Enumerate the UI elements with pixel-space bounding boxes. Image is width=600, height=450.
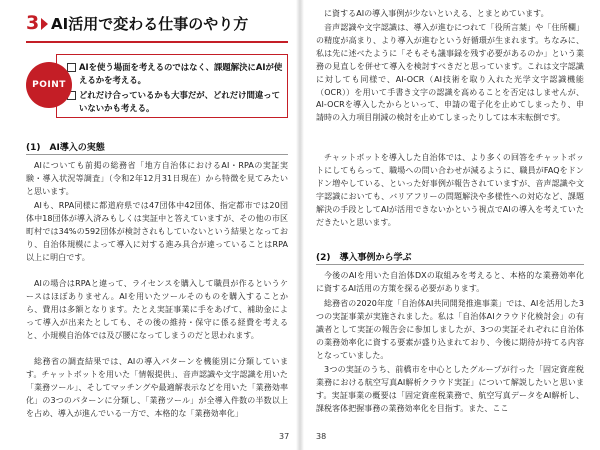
point-box <box>56 54 288 118</box>
page-number: 37 <box>279 432 290 441</box>
paragraph: AIも、RPA同様に都道府県では47団体中42団体、指定都市では20団体中18団体が導入済みもしくは実証中と答えていますが、その他の市区町村では34%の592団体が検討されもしていないという結果となっており、自治体規模によって導入に対する進み具合が違っていることはRPA以上に明白です。 <box>26 201 288 262</box>
chapter-rule <box>26 41 288 43</box>
chapter-number: 3 <box>26 12 40 34</box>
paragraph: AIの場合はRPAと違って、ライセンスを購入して職員が作るというケースはほぼありません。AIを用いたツールそのものを購入することから、費用は多額となります。たとえ実証事業に手をあげて、補助金によって導入が出来たとしても、その後の維持・保守に係る経費を考えると、小規模自治体では及び腰になってしまうのだと思われます。 <box>26 279 288 340</box>
point-callout <box>26 54 288 118</box>
paragraph: に資するAIの導入事例が少ないといえる、とまとめています。 <box>324 9 549 18</box>
left-page <box>0 0 298 450</box>
section-divider <box>316 264 584 265</box>
point-item-text: どれだけ合っているかも大事だが、どれだけ間違っていないかも考える。 <box>79 90 280 113</box>
paragraph: 音声認識や文字認識は、導入が進むにつれて「役所言葉」や「住所欄」の精度が高まり、より導入が進むという好循環が生まれます。ちなみに、私は先に述べたように「そもそも議事録を残す必要があるのか」という業務の見直しを併せて導入を検討すべきだと思っています。これは文字認識に対しても同様で、AI-OCR（AI技術を取り入れた光学文字認識機能（OCR））を用いて手書き文字の認識を高めることを否定はしませんが、AI-OCRを導入したからといって、申請の電子化を止めてしまったり、申請時の入力項目削減の検討を止めてしまったりしては本末転倒です。 <box>316 23 584 123</box>
point-item-text: AIを使う場面を考えるのではなく、課題解決にAIが使えるかを考える。 <box>79 62 283 85</box>
point-item <box>79 61 284 87</box>
right-page <box>302 0 600 450</box>
paragraph: AIについても前掲の総務省「地方自治体におけるAI・RPAの実証実験・導入状況等調査」（令和2年12月31日現在）から特徴を見てみたいと思います。 <box>26 161 288 196</box>
chapter-heading <box>26 10 288 36</box>
point-badge: POINT <box>26 62 72 108</box>
chapter-triangle-icon <box>41 18 48 30</box>
section-heading: (2) 導入事例から学ぶ <box>316 253 412 263</box>
paragraph: チャットボットを導入した自治体では、より多くの回答をチャットボットにしてもらって、職場への問い合わせが減るように、職員がFAQをドンドン増やしている、といった好事例が報告されていますが、音声認識や文字認識においても、バリアフリーの問題解決や多様性への対応など、課題解決の手段としてAIが活用できないかという視点でAIの導入を考えていただきたいと思います。 <box>316 153 584 227</box>
section-divider <box>26 154 288 155</box>
point-item <box>79 89 284 115</box>
paragraph: 3つの実証のうち、前橋市を中心としたグループが行った「固定資産税業務における航空写真AI解析クラウド実証」について解説したいと思います。実証事業の概要は「固定資産税業務で、航空写真データをAI解析し、課税客体把握事務の業務効率化を目指す。また、ここ <box>316 365 584 413</box>
section-heading: (1) AI導入の実態 <box>26 143 105 153</box>
paragraph: 今後のAIを用いた自治体DXの取組みを考えると、本格的な業務効率化に資するAI活用の方策を探る必要があります。 <box>316 271 584 293</box>
page-number: 38 <box>316 432 327 441</box>
paragraph: 総務省の調査結果では、AIの導入パターンを機能別に分類しています。チャットボットを用いた「情報提供」、音声認識や文字認識を用いた「業務ツール」、そしてマッチングや最適解表示などを用いた「業務効率化」の3つのパターンに分類し、「業務ツール」が全導入件数の半数以上を占め、導入が進んでいる一方で、本格的な「業務効率化」 <box>26 357 288 418</box>
paragraph: 総務省の2020年度「自治体AI共同開発推進事業」では、AIを活用した3つの実証事業が実施されました。私は「自治体AIクラウド化検討会」の有識者として実証の報告会に参加しましたが、3つの実証それぞれに自治体の業務効率化に資する要素が盛り込まれており、今後に期待が持てる内容となっていました。 <box>316 299 584 360</box>
chapter-title: AI活用で変わる仕事のやり方 <box>51 15 249 33</box>
checkbox-icon <box>67 63 76 72</box>
